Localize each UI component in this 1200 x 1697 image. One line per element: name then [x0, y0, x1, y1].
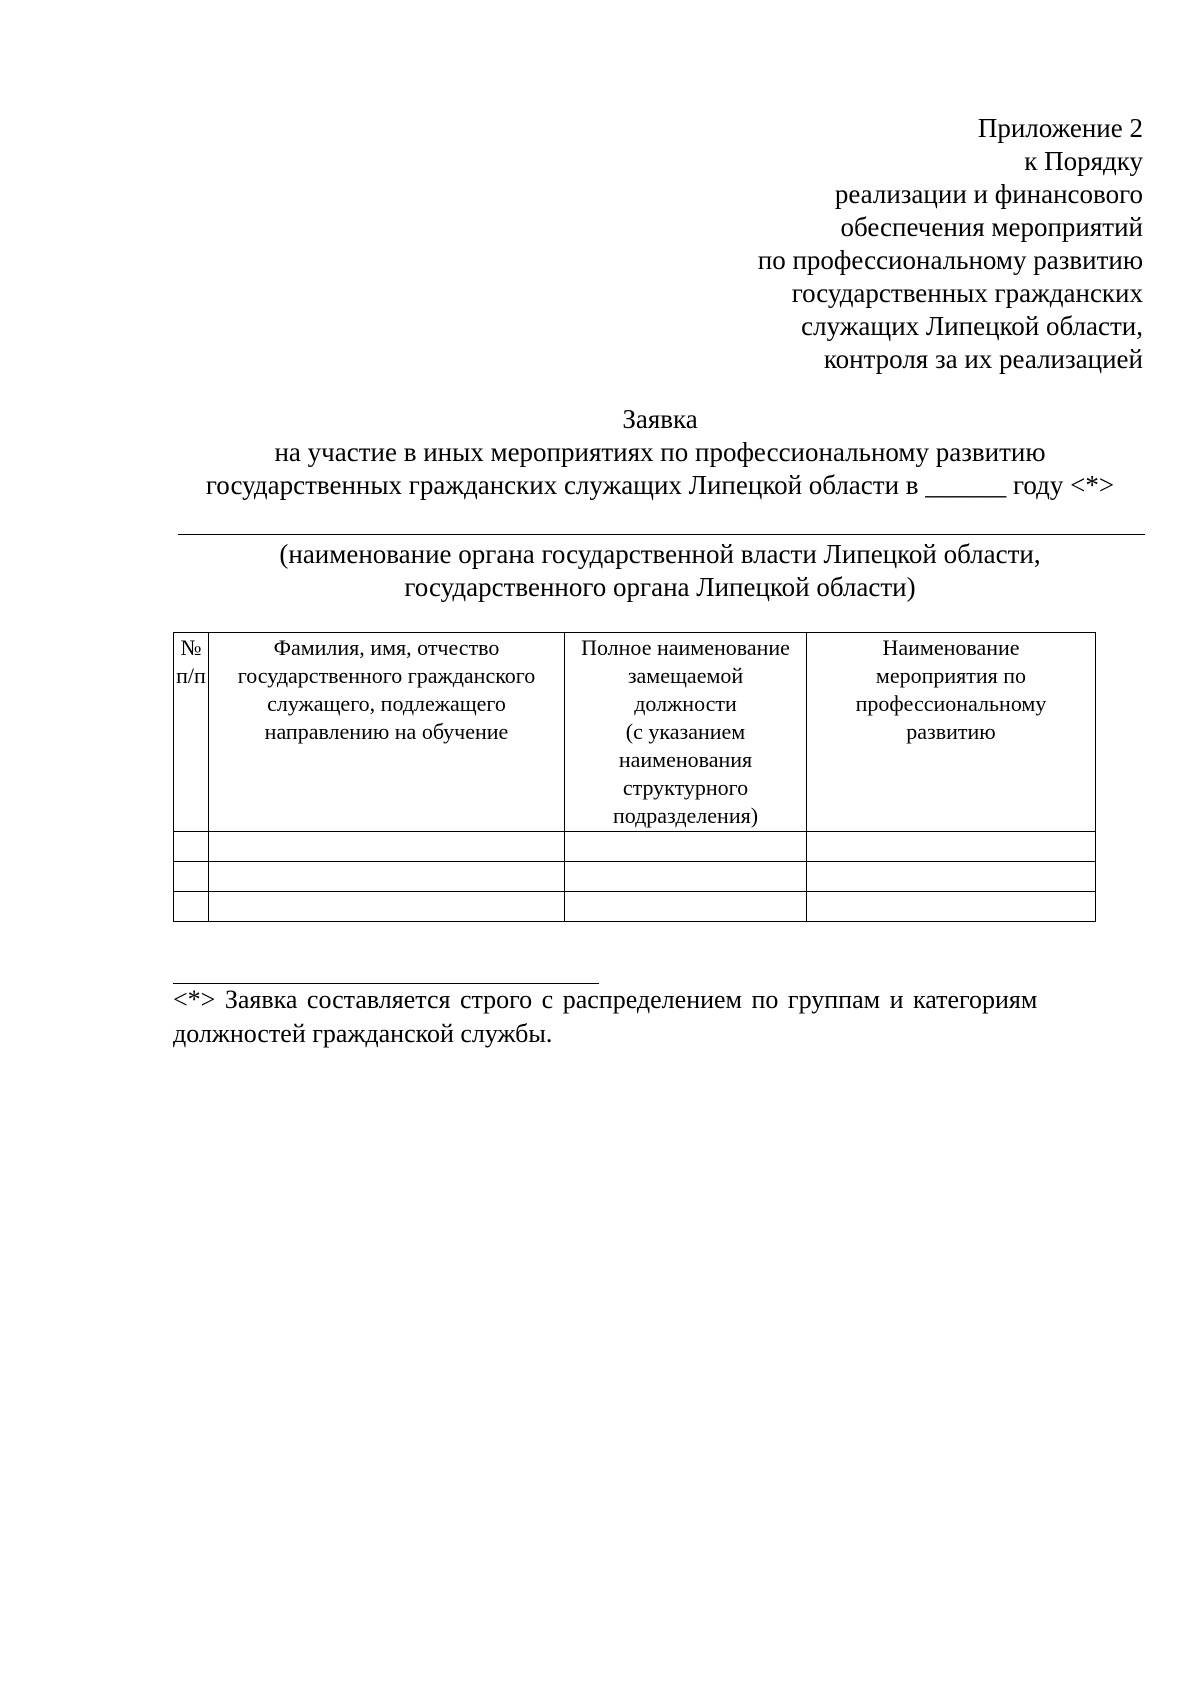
table-row: [174, 862, 1096, 892]
title-line: государственных гражданских служащих Липецкой области в ______ году <*>: [205, 470, 1115, 500]
request-table: [173, 632, 1096, 922]
title-line: на участие в иных мероприятиях по профессиональному развитию: [274, 437, 1046, 467]
table-cell: [209, 862, 565, 892]
table-row: [174, 832, 1096, 862]
appendix-header: [543, 112, 1143, 376]
organization-caption-line: государственного органа Липецкой области): [404, 572, 916, 602]
organization-caption-line: (наименование органа государственной власти Липецкой области,: [279, 539, 1041, 569]
appendix-line: контроля за их реализацией: [823, 344, 1143, 374]
table-cell: [174, 862, 209, 892]
table-cell: [565, 862, 807, 892]
appendix-line: обеспечения мероприятий: [840, 212, 1143, 242]
appendix-line: к Порядку: [1024, 146, 1143, 176]
appendix-line: Приложение 2: [977, 113, 1143, 143]
document-title: [0, 403, 1200, 502]
footnote-line: должностей гражданской службы.: [173, 1019, 553, 1048]
header-number: № п/п: [174, 633, 209, 832]
organization-fill-line: [178, 534, 1145, 535]
table-cell: [565, 832, 807, 862]
appendix-line: служащих Липецкой области,: [801, 311, 1143, 341]
appendix-line: государственных гражданских: [791, 278, 1143, 308]
table-cell: [807, 862, 1096, 892]
table-cell: [807, 832, 1096, 862]
title-heading: Заявка: [622, 404, 698, 434]
header-event: Наименование мероприятия по профессиональному развитию: [807, 633, 1096, 832]
table-cell: [209, 832, 565, 862]
footnote-line: <*> Заявка составляется строго с распределением по группам и категориям: [173, 985, 1038, 1014]
appendix-line: реализации и финансового: [834, 179, 1143, 209]
table-cell: [565, 892, 807, 922]
organization-caption: [0, 538, 1200, 604]
header-full-name: Фамилия, имя, отчество государственного гражданского служащего, подлежащего направлению на обучение: [209, 633, 565, 832]
table-cell: [209, 892, 565, 922]
table-row: [174, 892, 1096, 922]
table-cell: [174, 892, 209, 922]
table-cell: [807, 892, 1096, 922]
table-cell: [174, 832, 209, 862]
appendix-line: по профессиональному развитию: [757, 245, 1143, 275]
table-header-row: [174, 633, 1096, 832]
header-position: Полное наименование замещаемой должности (с указанием наименования структурного подразделения): [565, 633, 807, 832]
footnote: [173, 983, 1133, 1051]
